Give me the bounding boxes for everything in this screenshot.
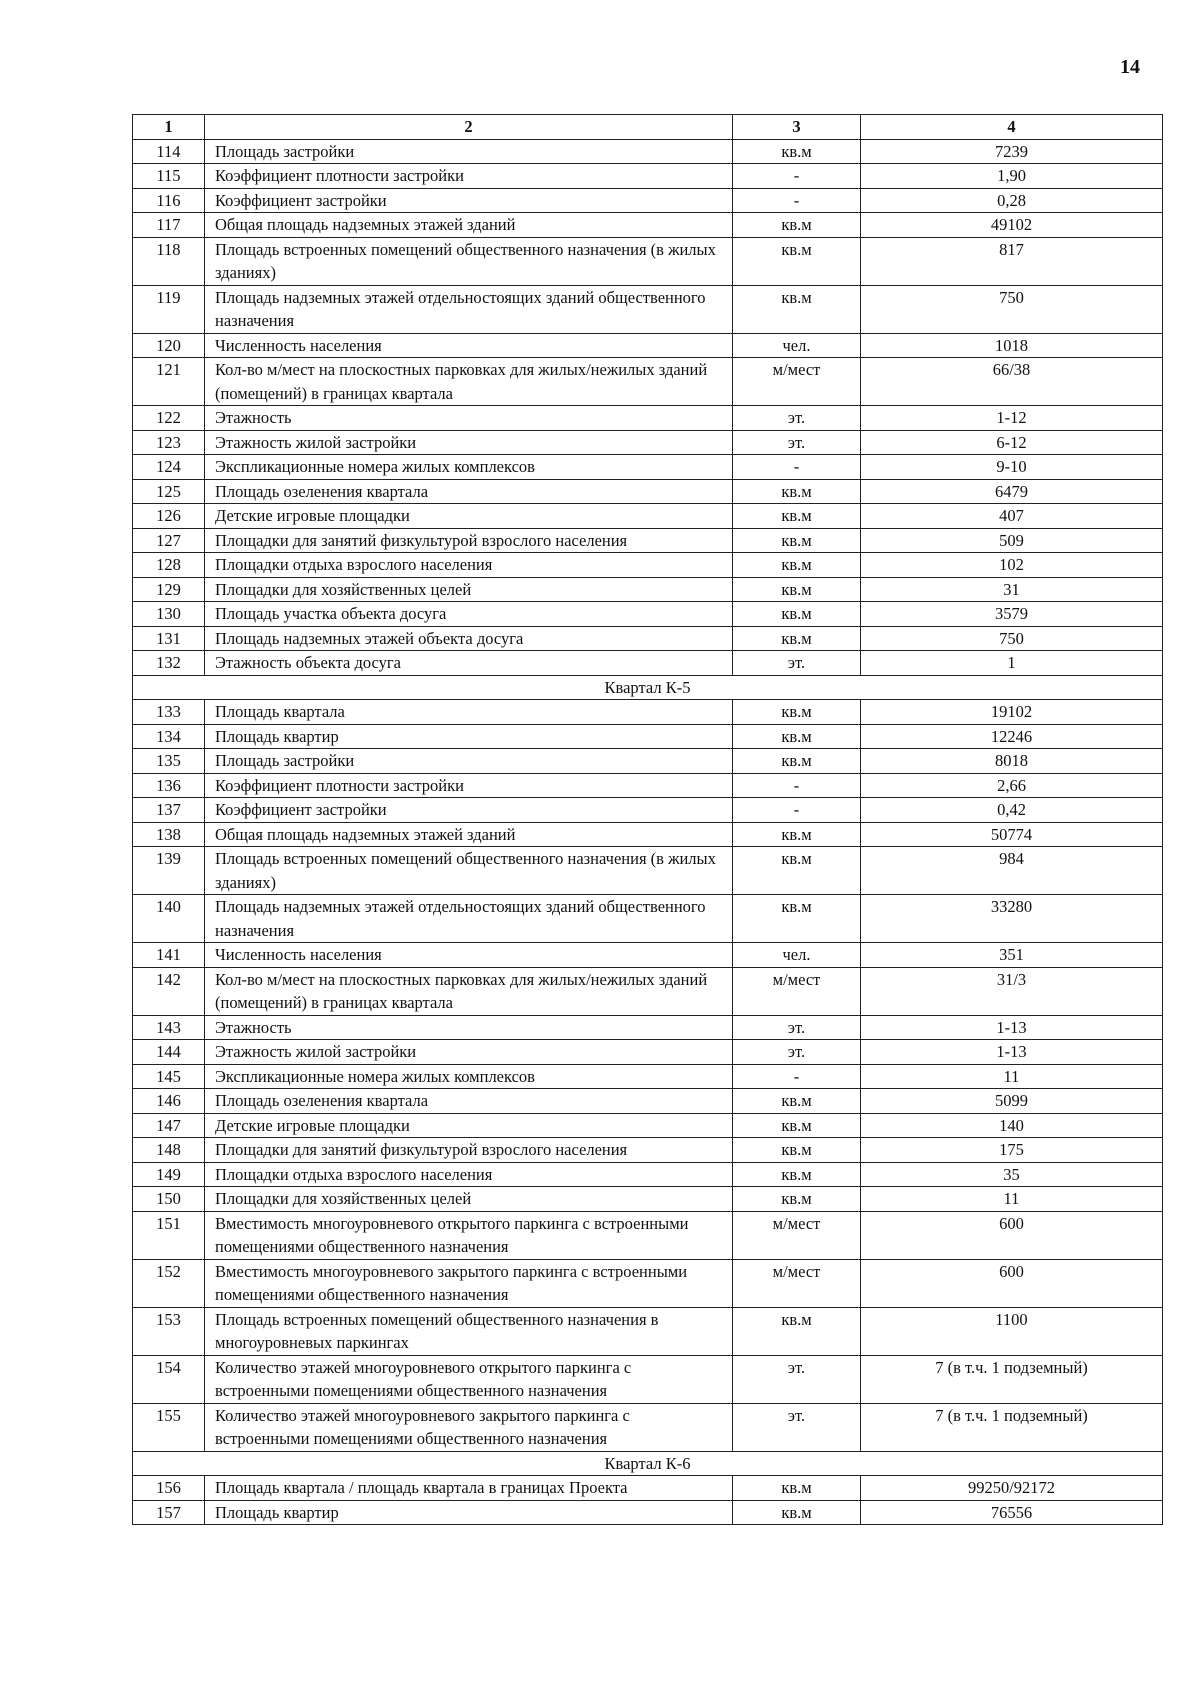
indicator-value: 2,66 (861, 773, 1163, 798)
unit-of-measure: кв.м (733, 553, 861, 578)
indicator-value: 509 (861, 528, 1163, 553)
indicator-name: Площадки для хозяйственных целей (205, 577, 733, 602)
table-row (133, 139, 1163, 164)
indicator-value: 750 (861, 626, 1163, 651)
row-number: 116 (133, 188, 205, 213)
row-number: 148 (133, 1138, 205, 1163)
section-row (133, 1451, 1163, 1476)
unit-of-measure: кв.м (733, 139, 861, 164)
indicator-name: Площадь встроенных помещений общественного назначения (в жилых зданиях) (205, 237, 733, 285)
table-row (133, 724, 1163, 749)
unit-of-measure: кв.м (733, 1113, 861, 1138)
table-row (133, 188, 1163, 213)
indicator-value: 50774 (861, 822, 1163, 847)
table-row (133, 237, 1163, 285)
table-row (133, 1113, 1163, 1138)
indicator-value: 7239 (861, 139, 1163, 164)
indicator-value: 7 (в т.ч. 1 подземный) (861, 1403, 1163, 1451)
row-number: 152 (133, 1259, 205, 1307)
row-number: 130 (133, 602, 205, 627)
table-row (133, 1162, 1163, 1187)
indicator-value: 1100 (861, 1307, 1163, 1355)
table-row (133, 164, 1163, 189)
indicator-name: Вместимость многоуровневого открытого паркинга с встроенными помещениями общественного назначения (205, 1211, 733, 1259)
indicator-name: Площадки для хозяйственных целей (205, 1187, 733, 1212)
indicators-table (132, 114, 1163, 1525)
indicator-name: Детские игровые площадки (205, 504, 733, 529)
table-row (133, 1355, 1163, 1403)
table-body (133, 139, 1163, 1525)
indicator-value: 0,28 (861, 188, 1163, 213)
row-number: 132 (133, 651, 205, 676)
row-number: 143 (133, 1015, 205, 1040)
table-row (133, 1403, 1163, 1451)
row-number: 127 (133, 528, 205, 553)
indicator-name: Этажность жилой застройки (205, 1040, 733, 1065)
indicator-value: 175 (861, 1138, 1163, 1163)
row-number: 141 (133, 943, 205, 968)
indicator-name: Численность населения (205, 333, 733, 358)
table-row (133, 333, 1163, 358)
table-row (133, 700, 1163, 725)
indicator-value: 1,90 (861, 164, 1163, 189)
indicator-name: Площадь квартала (205, 700, 733, 725)
table-row (133, 504, 1163, 529)
indicator-name: Площадь надземных этажей отдельностоящих зданий общественного назначения (205, 895, 733, 943)
row-number: 153 (133, 1307, 205, 1355)
table-row (133, 213, 1163, 238)
indicator-value: 8018 (861, 749, 1163, 774)
table-row (133, 577, 1163, 602)
unit-of-measure: кв.м (733, 504, 861, 529)
row-number: 128 (133, 553, 205, 578)
unit-of-measure: эт. (733, 430, 861, 455)
row-number: 139 (133, 847, 205, 895)
table-row (133, 749, 1163, 774)
indicator-name: Площадь квартир (205, 1500, 733, 1525)
indicator-name: Количество этажей многоуровневого открытого паркинга с встроенными помещениями общественного назначения (205, 1355, 733, 1403)
row-number: 154 (133, 1355, 205, 1403)
indicator-name: Вместимость многоуровневого закрытого паркинга с встроенными помещениями общественного назначения (205, 1259, 733, 1307)
row-number: 140 (133, 895, 205, 943)
table-row (133, 1015, 1163, 1040)
indicator-name: Общая площадь надземных этажей зданий (205, 822, 733, 847)
unit-of-measure: - (733, 1064, 861, 1089)
unit-of-measure: эт. (733, 1015, 861, 1040)
unit-of-measure: эт. (733, 1040, 861, 1065)
unit-of-measure: кв.м (733, 285, 861, 333)
column-header: 2 (205, 115, 733, 140)
table-header-row (133, 115, 1163, 140)
unit-of-measure: - (733, 798, 861, 823)
table-row (133, 602, 1163, 627)
indicator-name: Кол-во м/мест на плоскостных парковках для жилых/нежилых зданий (помещений) в границах квартала (205, 967, 733, 1015)
table-row (133, 626, 1163, 651)
row-number: 125 (133, 479, 205, 504)
unit-of-measure: кв.м (733, 577, 861, 602)
row-number: 121 (133, 358, 205, 406)
table-row (133, 798, 1163, 823)
unit-of-measure: кв.м (733, 1187, 861, 1212)
table-row (133, 1500, 1163, 1525)
indicator-name: Площадки для занятий физкультурой взрослого населения (205, 528, 733, 553)
table-row (133, 430, 1163, 455)
unit-of-measure: кв.м (733, 724, 861, 749)
unit-of-measure: эт. (733, 1403, 861, 1451)
indicator-value: 6479 (861, 479, 1163, 504)
indicator-name: Площадь квартир (205, 724, 733, 749)
indicator-name: Площадь квартала / площадь квартала в границах Проекта (205, 1476, 733, 1501)
indicator-name: Этажность жилой застройки (205, 430, 733, 455)
unit-of-measure: кв.м (733, 847, 861, 895)
indicator-name: Этажность (205, 406, 733, 431)
unit-of-measure: кв.м (733, 1500, 861, 1525)
indicator-value: 31 (861, 577, 1163, 602)
table-row (133, 895, 1163, 943)
indicator-name: Общая площадь надземных этажей зданий (205, 213, 733, 238)
table-row (133, 406, 1163, 431)
unit-of-measure: кв.м (733, 479, 861, 504)
indicator-name: Кол-во м/мест на плоскостных парковках для жилых/нежилых зданий (помещений) в границах квартала (205, 358, 733, 406)
indicator-name: Численность населения (205, 943, 733, 968)
indicator-value: 9-10 (861, 455, 1163, 480)
indicator-value: 5099 (861, 1089, 1163, 1114)
row-number: 145 (133, 1064, 205, 1089)
indicator-value: 817 (861, 237, 1163, 285)
row-number: 123 (133, 430, 205, 455)
table-row (133, 1476, 1163, 1501)
table-row (133, 651, 1163, 676)
indicator-value: 600 (861, 1259, 1163, 1307)
unit-of-measure: кв.м (733, 895, 861, 943)
table-row (133, 358, 1163, 406)
indicator-value: 6-12 (861, 430, 1163, 455)
indicator-value: 1 (861, 651, 1163, 676)
indicator-value: 102 (861, 553, 1163, 578)
unit-of-measure: кв.м (733, 528, 861, 553)
indicator-name: Площадь встроенных помещений общественного назначения (в жилых зданиях) (205, 847, 733, 895)
table-row (133, 773, 1163, 798)
unit-of-measure: м/мест (733, 1211, 861, 1259)
unit-of-measure: кв.м (733, 749, 861, 774)
indicator-value: 33280 (861, 895, 1163, 943)
indicator-value: 984 (861, 847, 1163, 895)
row-number: 133 (133, 700, 205, 725)
unit-of-measure: кв.м (733, 700, 861, 725)
row-number: 155 (133, 1403, 205, 1451)
unit-of-measure: кв.м (733, 1307, 861, 1355)
row-number: 117 (133, 213, 205, 238)
unit-of-measure: кв.м (733, 1476, 861, 1501)
indicator-value: 66/38 (861, 358, 1163, 406)
indicator-value: 12246 (861, 724, 1163, 749)
indicator-value: 750 (861, 285, 1163, 333)
row-number: 124 (133, 455, 205, 480)
indicator-value: 140 (861, 1113, 1163, 1138)
indicator-name: Площадки отдыха взрослого населения (205, 1162, 733, 1187)
column-header: 4 (861, 115, 1163, 140)
indicator-name: Коэффициент плотности застройки (205, 164, 733, 189)
row-number: 126 (133, 504, 205, 529)
row-number: 142 (133, 967, 205, 1015)
row-number: 131 (133, 626, 205, 651)
row-number: 157 (133, 1500, 205, 1525)
unit-of-measure: кв.м (733, 1089, 861, 1114)
row-number: 151 (133, 1211, 205, 1259)
indicator-name: Количество этажей многоуровневого закрытого паркинга с встроенными помещениями общественного назначения (205, 1403, 733, 1451)
row-number: 147 (133, 1113, 205, 1138)
unit-of-measure: кв.м (733, 626, 861, 651)
indicator-value: 600 (861, 1211, 1163, 1259)
table-row (133, 553, 1163, 578)
table-row (133, 479, 1163, 504)
table-row (133, 1187, 1163, 1212)
unit-of-measure: кв.м (733, 1162, 861, 1187)
indicator-name: Площадь застройки (205, 749, 733, 774)
table-row (133, 1089, 1163, 1114)
column-header: 3 (733, 115, 861, 140)
indicator-value: 7 (в т.ч. 1 подземный) (861, 1355, 1163, 1403)
indicator-name: Площадь надземных этажей объекта досуга (205, 626, 733, 651)
indicator-value: 0,42 (861, 798, 1163, 823)
indicator-name: Экспликационные номера жилых комплексов (205, 455, 733, 480)
indicator-name: Площадь надземных этажей отдельностоящих зданий общественного назначения (205, 285, 733, 333)
indicator-name: Коэффициент застройки (205, 188, 733, 213)
unit-of-measure: - (733, 455, 861, 480)
table-row (133, 285, 1163, 333)
row-number: 134 (133, 724, 205, 749)
table-row (133, 847, 1163, 895)
section-title: Квартал К-5 (133, 675, 1163, 700)
section-title: Квартал К-6 (133, 1451, 1163, 1476)
unit-of-measure: кв.м (733, 822, 861, 847)
row-number: 135 (133, 749, 205, 774)
row-number: 136 (133, 773, 205, 798)
indicator-value: 76556 (861, 1500, 1163, 1525)
unit-of-measure: кв.м (733, 213, 861, 238)
table-row (133, 1138, 1163, 1163)
indicator-value: 1-13 (861, 1040, 1163, 1065)
indicator-value: 1-12 (861, 406, 1163, 431)
row-number: 156 (133, 1476, 205, 1501)
indicator-value: 99250/92172 (861, 1476, 1163, 1501)
indicator-name: Площадь озеленения квартала (205, 1089, 733, 1114)
row-number: 118 (133, 237, 205, 285)
indicator-name: Площадки для занятий физкультурой взрослого населения (205, 1138, 733, 1163)
unit-of-measure: кв.м (733, 237, 861, 285)
row-number: 137 (133, 798, 205, 823)
unit-of-measure: - (733, 188, 861, 213)
indicator-name: Экспликационные номера жилых комплексов (205, 1064, 733, 1089)
row-number: 115 (133, 164, 205, 189)
indicator-name: Коэффициент застройки (205, 798, 733, 823)
table-row (133, 1307, 1163, 1355)
indicator-name: Коэффициент плотности застройки (205, 773, 733, 798)
row-number: 114 (133, 139, 205, 164)
indicator-name: Площадь застройки (205, 139, 733, 164)
indicator-value: 351 (861, 943, 1163, 968)
indicator-value: 407 (861, 504, 1163, 529)
unit-of-measure: чел. (733, 943, 861, 968)
table-row (133, 943, 1163, 968)
row-number: 146 (133, 1089, 205, 1114)
indicator-name: Площадки отдыха взрослого населения (205, 553, 733, 578)
indicator-value: 49102 (861, 213, 1163, 238)
section-row (133, 675, 1163, 700)
table-row (133, 1211, 1163, 1259)
page-number: 14 (1120, 56, 1140, 78)
indicator-name: Детские игровые площадки (205, 1113, 733, 1138)
table-row (133, 1064, 1163, 1089)
indicator-value: 11 (861, 1064, 1163, 1089)
indicator-name: Площадь встроенных помещений общественного назначения в многоуровневых паркингах (205, 1307, 733, 1355)
row-number: 150 (133, 1187, 205, 1212)
row-number: 138 (133, 822, 205, 847)
indicator-value: 1-13 (861, 1015, 1163, 1040)
unit-of-measure: чел. (733, 333, 861, 358)
unit-of-measure: м/мест (733, 967, 861, 1015)
table-row (133, 528, 1163, 553)
indicator-value: 3579 (861, 602, 1163, 627)
indicator-name: Площадь озеленения квартала (205, 479, 733, 504)
unit-of-measure: кв.м (733, 602, 861, 627)
indicator-value: 11 (861, 1187, 1163, 1212)
row-number: 149 (133, 1162, 205, 1187)
table-row (133, 967, 1163, 1015)
indicator-name: Этажность (205, 1015, 733, 1040)
row-number: 129 (133, 577, 205, 602)
unit-of-measure: эт. (733, 651, 861, 676)
indicator-value: 35 (861, 1162, 1163, 1187)
indicator-value: 19102 (861, 700, 1163, 725)
unit-of-measure: эт. (733, 1355, 861, 1403)
table-row (133, 1040, 1163, 1065)
row-number: 120 (133, 333, 205, 358)
unit-of-measure: - (733, 164, 861, 189)
unit-of-measure: - (733, 773, 861, 798)
indicator-value: 1018 (861, 333, 1163, 358)
unit-of-measure: м/мест (733, 358, 861, 406)
indicator-name: Площадь участка объекта досуга (205, 602, 733, 627)
unit-of-measure: кв.м (733, 1138, 861, 1163)
table-row (133, 1259, 1163, 1307)
column-header: 1 (133, 115, 205, 140)
row-number: 119 (133, 285, 205, 333)
table-row (133, 455, 1163, 480)
table-row (133, 822, 1163, 847)
indicator-name: Этажность объекта досуга (205, 651, 733, 676)
row-number: 122 (133, 406, 205, 431)
indicator-value: 31/3 (861, 967, 1163, 1015)
unit-of-measure: м/мест (733, 1259, 861, 1307)
row-number: 144 (133, 1040, 205, 1065)
unit-of-measure: эт. (733, 406, 861, 431)
